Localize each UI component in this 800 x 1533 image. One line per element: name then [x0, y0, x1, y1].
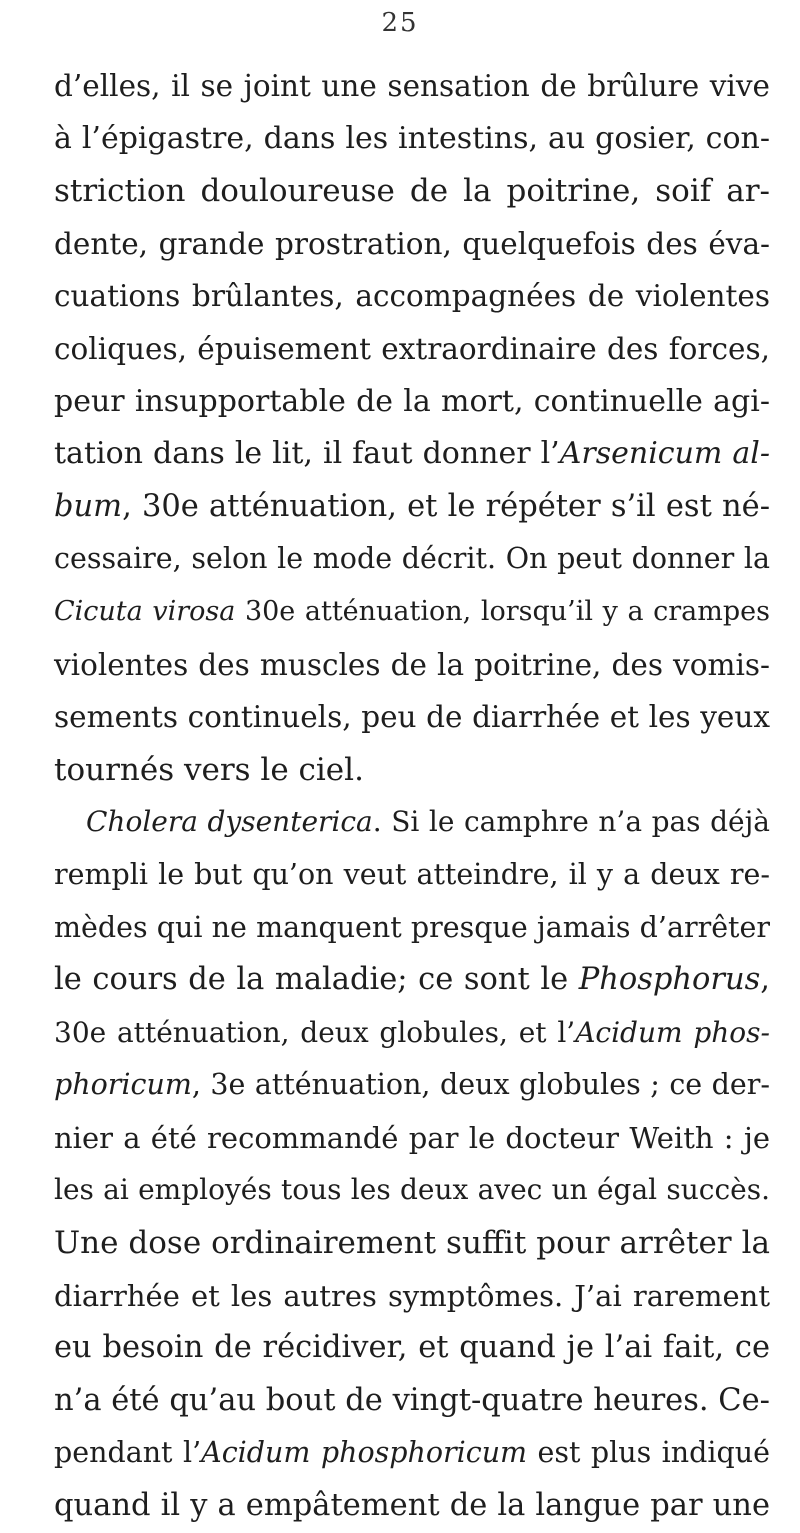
text-line: violentes des muscles de la poitrine, des vomis-: [54, 647, 770, 682]
text-line: rempli le but qu’on veut atteindre, il y a deux re-: [54, 857, 770, 891]
text-line: eu besoin de récidiver, et quand je l’ai fait, ce: [54, 1330, 770, 1366]
text-line: sements continuels, peu de diarrhée et les yeux: [54, 700, 770, 735]
text-line: striction douloureuse de la poitrine, soif ar-: [54, 173, 770, 210]
text-line: Une dose ordinairement suffit pour arrêter la: [54, 1225, 770, 1262]
section-heading: Cholera dysenterica: [86, 805, 373, 839]
text-line: dente, grande prostration, quelquefois des éva-: [54, 226, 770, 261]
text-line: cessaire, selon le mode décrit. On peut donner la: [54, 542, 770, 576]
italic-term: Acidum phos-: [575, 1015, 770, 1049]
page-number: 25: [381, 8, 419, 38]
text-line: nier a été recommandé par le docteur Weith : je: [54, 1120, 770, 1155]
text-line: tation dans le lit, il faut donner l’Arsenicum al-: [54, 436, 770, 472]
text-line: tournés vers le ciel.: [54, 751, 364, 788]
text-line: n’a été qu’au bout de vingt-quatre heures. Ce-: [54, 1382, 770, 1418]
body-text: [54, 60, 770, 1533]
italic-term: Cicuta virosa: [54, 595, 236, 627]
text-line: quand il y a empâtement de la langue par une: [54, 1488, 770, 1524]
text-line: le cours de la maladie; ce sont le Phosphorus,: [54, 962, 770, 998]
text-line: coliques, épuisement extraordinaire des forces,: [54, 331, 770, 366]
text-line: Cholera dysenterica. Si le camphre n’a pas déjà: [86, 805, 770, 839]
italic-term: Phosphorus: [578, 962, 761, 998]
text-line: diarrhée et les autres symptômes. J’ai rarement: [54, 1278, 770, 1313]
text-line: bum, 30e atténuation, et le répéter s’il est né-: [54, 488, 770, 524]
text-line: mèdes qui ne manquent presque jamais d’arrêter: [54, 910, 770, 944]
text-line: peur insupportable de la mort, continuelle agi-: [54, 383, 770, 419]
italic-term: phoricum: [54, 1068, 192, 1102]
text-line: phoricum, 3e atténuation, deux globules ; ce der-: [54, 1068, 770, 1102]
italic-term: Arsenicum al-: [559, 436, 770, 472]
text-line: d’elles, il se joint une sensation de brûlure vive: [54, 69, 770, 103]
text-line: les ai employés tous les deux avec un égal succès.: [54, 1173, 770, 1207]
text-line: 30e atténuation, deux globules, et l’Acidum phos-: [54, 1015, 770, 1049]
text-line: à l’épigastre, dans les intestins, au gosier, con-: [54, 120, 770, 156]
text-line: Cicuta virosa 30e atténuation, lorsqu’il y a crampes: [54, 595, 770, 627]
italic-term: bum: [54, 488, 123, 524]
text-line: pendant l’Acidum phosphoricum est plus indiqué: [54, 1436, 770, 1470]
text-line: cuations brûlantes, accompagnées de violentes: [54, 279, 770, 314]
italic-term: Acidum phosphoricum: [201, 1436, 528, 1470]
